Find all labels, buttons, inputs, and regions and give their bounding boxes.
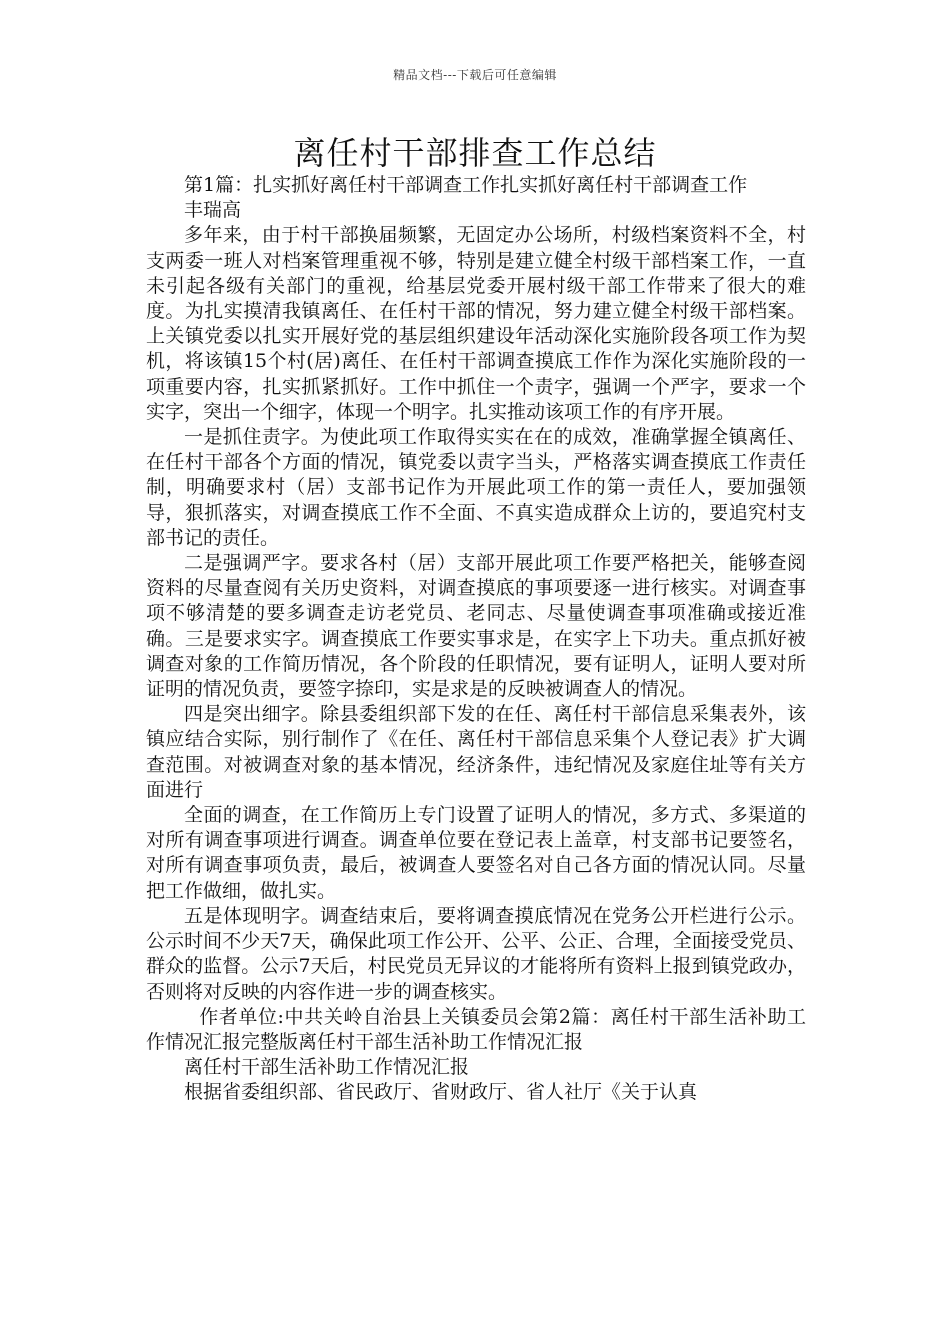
paragraph-author-unit: 作者单位:中共关岭自治县上关镇委员会第2篇：离任村干部生活补助工作情况汇报完整版离任村干部生活补助工作情况汇报 [146,1005,806,1053]
paragraph-intro: 多年来，由于村干部换届频繁，无固定办公场所，村级档案资料不全，村支两委一班人对档案管理重视不够，特别是建立健全村级干部档案工作，一直未引起各级有关部门的重视，给基层党委开展村级干部工作带来了很大的难度。为扎实摸清我镇离任、在任村干部的情况，努力建立健全村级干部档案。上关镇党委以扎实开展好党的基层组织建设年活动深化实施阶段各项工作为契机，将该镇15个村(居)离任、在任村干部调查摸底工作作为深化实施阶段的一项重要内容，扎实抓紧抓好。工作中抓住一个责字，强调一个严字，要求一个实字，突出一个细字，体现一个明字。扎实推动该项工作的有序开展。 [146,224,806,423]
paragraph-point-strictness: 二是强调严字。要求各村（居）支部开展此项工作要严格把关，能够查阅资料的尽量查阅有关历史资料，对调查摸底的事项要逐一进行核实。对调查事项不够清楚的要多调查走访老党员、老同志、尽量使调查事项准确或接近准确。三是要求实字。调查摸底工作要实事求是，在实字上下功夫。重点抓好被调查对象的工作简历情况，各个阶段的任职情况，要有证明人，证明人要对所证明的情况负责，要签字捺印，实是求是的反映被调查人的情况。 [146,552,806,701]
page-header-note: 精品文档---下载后可任意编辑 [393,68,557,82]
paragraph-section-2-start: 根据省委组织部、省民政厅、省财政厅、省人社厅《关于认真 [184,1081,698,1104]
paragraph-author-name: 丰瑞高 [184,199,242,222]
paragraph-section-2-title: 离任村干部生活补助工作情况汇报 [184,1056,470,1079]
paragraph-point-detail: 四是突出细字。除县委组织部下发的在任、离任村干部信息采集表外，该镇应结合实际，别行制作了《在任、离任村干部信息采集个人登记表》扩大调查范围。对被调查对象的基本情况，经济条件，违纪情况及家庭住址等有关方面进行 [146,703,806,801]
document-body [146,173,806,1106]
paragraph-section-1-heading: 第1篇：扎实抓好离任村干部调查工作扎实抓好离任村干部调查工作 [184,174,748,196]
paragraph-point-responsibility: 一是抓住责字。为使此项工作取得实实在在的成效，准确掌握全镇离任、在任村干部各个方面的情况，镇党委以责字当头，严格落实调查摸底工作责任制，明确要求村（居）支部书记作为开展此项工作的第一责任人，要加强领导，狠抓落实，对调查摸底工作不全面、不真实造成群众上访的，要追究村支部书记的责任。 [146,426,806,549]
document-title: 离任村干部排查工作总结 [293,134,657,172]
paragraph-comprehensive-survey: 全面的调查，在工作简历上专门设置了证明人的情况，多方式、多渠道的对所有调查事项进行调查。调查单位要在登记表上盖章，村支部书记要签名，对所有调查事项负责，最后，被调查人要签名对自己各方面的情况认同。尽量把工作做细，做扎实。 [146,804,806,902]
paragraph-point-transparency: 五是体现明字。调查结束后，要将调查摸底情况在党务公开栏进行公示。公示时间不少天7天，确保此项工作公开、公平、公正、合理，全面接受党员、群众的监督。公示7天后，村民党员无异议的才能将所有资料上报到镇党政办，否则将对反映的内容作进一步的调查核实。 [146,904,806,1003]
